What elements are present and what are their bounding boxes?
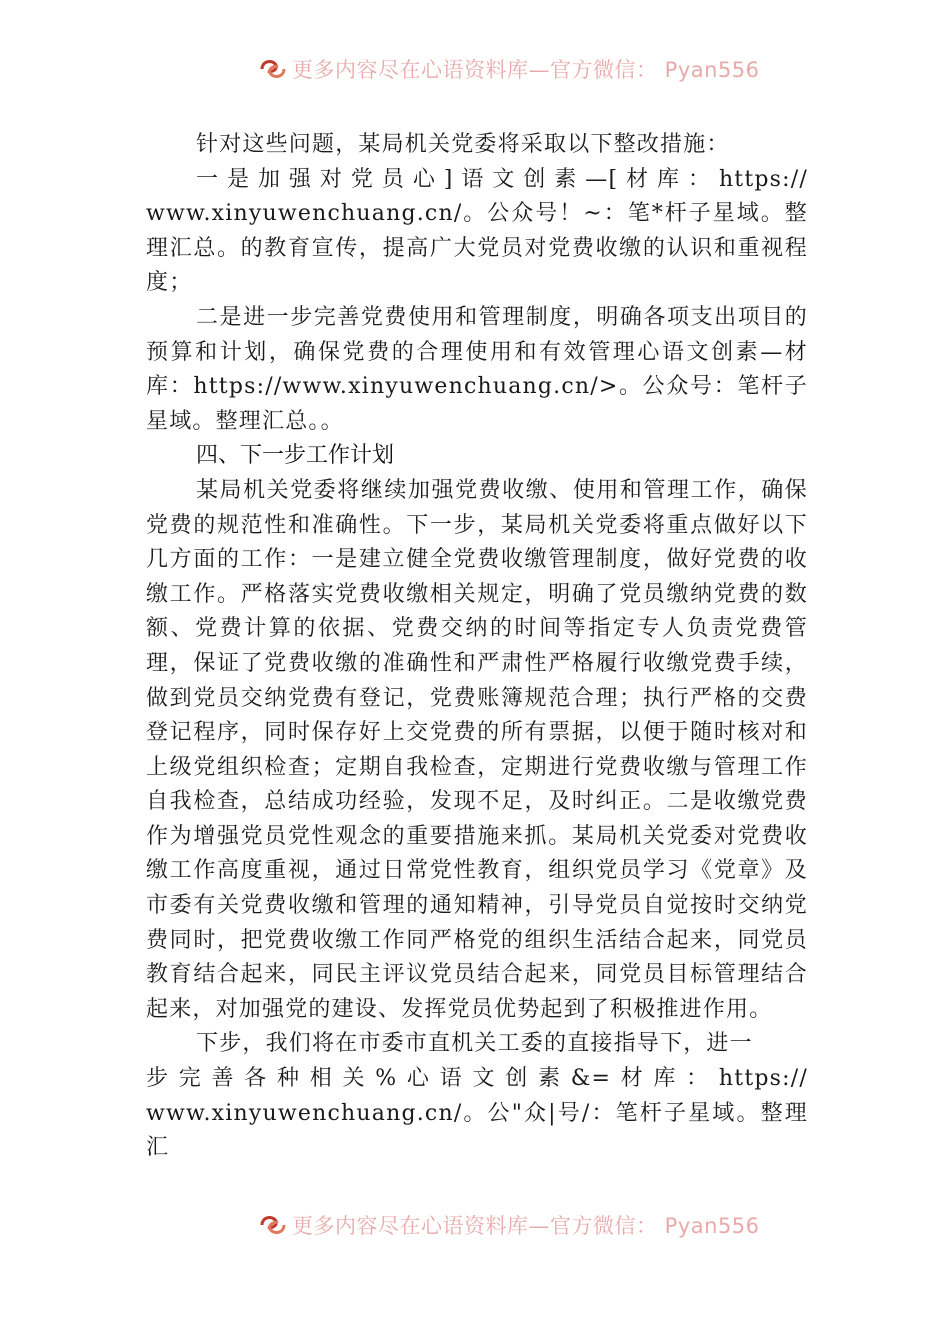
paragraph-next-step-line1: 下步，我们将在市委市直机关工委的直接指导下，进一 (196, 1031, 753, 1057)
brand-logo-icon (258, 1211, 288, 1239)
brand-logo-icon (258, 55, 288, 83)
watermark-text: 更多内容尽在心语资料库—官方微信： Pyan556 (292, 58, 760, 82)
section-heading: 四、下一步工作计划 (196, 443, 395, 469)
paragraph-measure-1-rest: www.xinyuwenchuang.cn/。公众号！~：笔*杆子星域。整理汇总。的教育宣传，提高广大党员对党费收缴的认识和重视程度； (146, 201, 808, 296)
footer-watermark-banner (0, 1208, 950, 1242)
paragraph-plan: 某局机关党委将继续加强党费收缴、使用和管理工作，确保党费的规范性和准确性。下一步，某局机关党委将重点做好以下几方面的工作：一是建立健全党费收缴管理制度，做好党费的收缴工作。严格落实党费收缴相关规定，明确了党员缴纳党费的数额、党费计算的依据、党费交纳的时间等指定专人负责党费管理，保证了党费收缴的准确性和严肃性严格履行收缴党费手续，做到党员交纳党费有登记，党费账簿规范合理；执行严格的交费登记程序，同时保存好上交党费的所有票据，以便于随时核对和上级党组织检查；定期自我检查，定期进行党费收缴与管理工作自我检查，总结成功经验，发现不足，及时纠正。二是收缴党费作为增强党员党性观念的重要措施来抓。某局机关党委对党费收缴工作高度重视，通过日常党性教育，组织党员学习《党章》及市委有关党费收缴和管理的通知精神，引导党员自觉按时交纳党费同时，把党费收缴工作同严格党的组织生活结合起来，同党员教育结合起来，同民主评议党员结合起来，同党员目标管理结合起来，对加强党的建设、发挥党员优势起到了积极推进作用。 (146, 477, 808, 1022)
paragraph-next-step-line2: 步完善各种相关%心语文创素&=材库：https:// (146, 1066, 808, 1092)
document-body (146, 128, 808, 1166)
paragraph-measure-2: 二是进一步完善党费使用和管理制度，明确各项支出项目的预算和计划，确保党费的合理使用和有效管理心语文创素—材库：https://www.xinyuwenchuang.cn/>。公众号：笔杆子星域。整理汇总。。 (146, 304, 808, 434)
paragraph-measure-1-line1: 一是加强对党员心]语文创素—[材库：https:// (196, 166, 808, 192)
paragraph-next-step-line3: www.xinyuwenchuang.cn/。公"众|号/：笔杆子星域。整理汇 (146, 1100, 808, 1161)
watermark-text: 更多内容尽在心语资料库—官方微信： Pyan556 (292, 1214, 760, 1238)
header-watermark-banner (0, 52, 950, 86)
paragraph-intro: 针对这些问题，某局机关党委将采取以下整改措施： (196, 132, 730, 157)
